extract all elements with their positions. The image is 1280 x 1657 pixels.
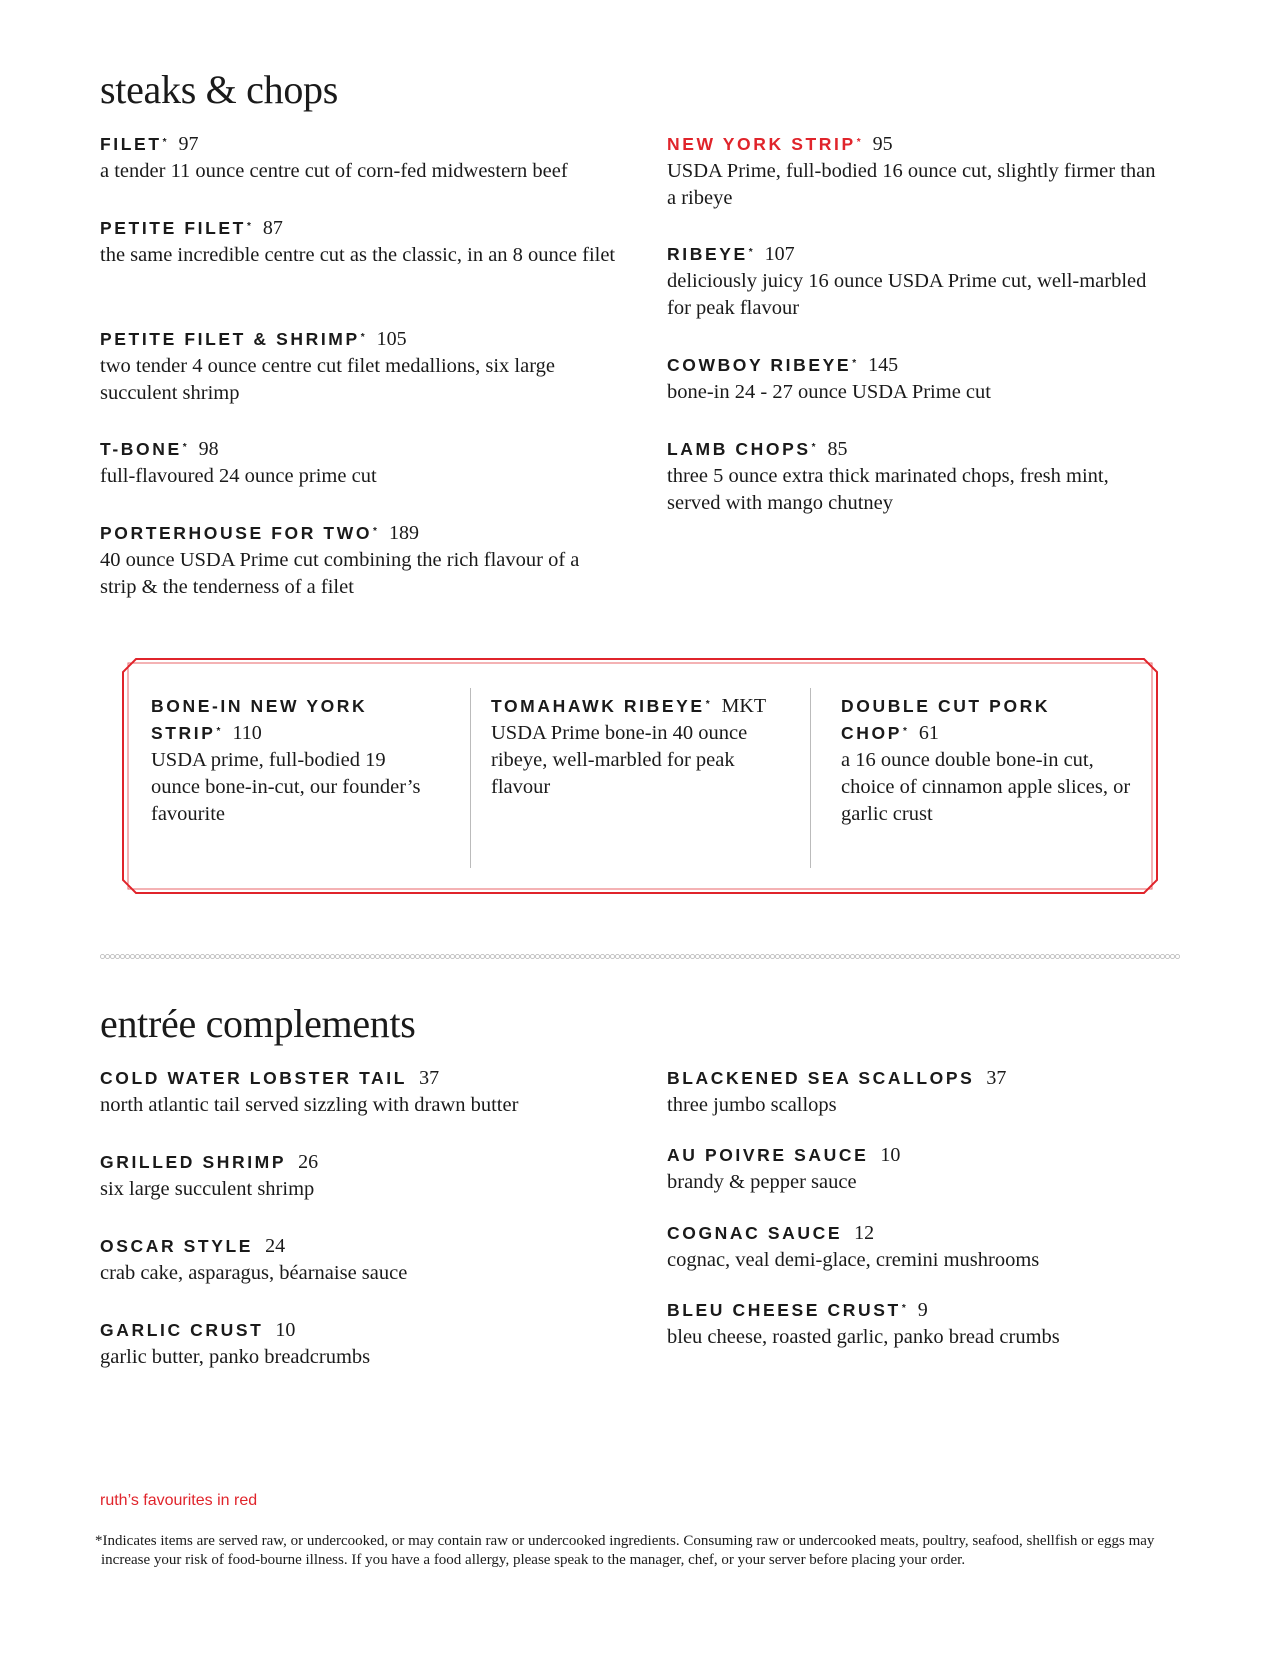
raw-indicator: * bbox=[748, 247, 753, 258]
raw-indicator: * bbox=[856, 137, 861, 148]
item-name-text: FILET bbox=[100, 134, 162, 154]
menu-item bbox=[841, 693, 1141, 828]
menu-item bbox=[667, 241, 1167, 322]
item-name-text: OSCAR STYLE bbox=[100, 1236, 254, 1256]
item-price: MKT bbox=[721, 695, 767, 717]
raw-indicator: * bbox=[246, 221, 251, 232]
item-price: 10 bbox=[880, 1144, 901, 1166]
menu-item bbox=[491, 693, 781, 801]
featured-separator bbox=[810, 688, 811, 868]
menu-item bbox=[100, 1065, 660, 1119]
item-price: 37 bbox=[419, 1067, 440, 1089]
menu-item bbox=[100, 131, 620, 185]
item-name bbox=[100, 520, 620, 547]
item-description: bleu cheese, roasted garlic, panko bread crumbs bbox=[667, 1326, 1060, 1348]
item-price: 105 bbox=[376, 328, 407, 350]
item-name-text: NEW YORK STRIP bbox=[667, 134, 856, 154]
section-title-complements: entrée complements bbox=[100, 1001, 416, 1046]
item-name-text: LAMB CHOPS bbox=[667, 439, 811, 459]
item-description: 40 ounce USDA Prime cut combining the rich flavour of a strip & the tenderness of a filet bbox=[100, 549, 580, 598]
item-price: 189 bbox=[388, 522, 419, 544]
item-price: 95 bbox=[872, 133, 893, 155]
item-description: cognac, veal demi-glace, cremini mushrooms bbox=[667, 1249, 1040, 1271]
menu-item bbox=[667, 1220, 1187, 1274]
item-description: brandy & pepper sauce bbox=[667, 1171, 857, 1193]
item-name bbox=[667, 1220, 1187, 1247]
item-price: 37 bbox=[986, 1067, 1007, 1089]
raw-indicator: * bbox=[360, 332, 365, 343]
disclaimer: *Indicates items are served raw, or undercooked, or may contain raw or undercooked ingredients. Consuming raw or undercooked meats, poultry, seafood, shellfish or eggs may increase your risk of food-bourne illness. If you have a food allergy, please speak to the manager, chef, or your server before placing your order. bbox=[95, 1533, 1155, 1568]
item-name-text: COLD WATER LOBSTER TAIL bbox=[100, 1068, 408, 1088]
item-description: USDA prime, full-bodied 19 ounce bone-in-cut, our founder’s favourite bbox=[151, 749, 421, 825]
menu-item bbox=[151, 693, 421, 828]
item-price: 85 bbox=[827, 438, 848, 460]
item-description: a 16 ounce double bone-in cut, choice of cinnamon apple slices, or garlic crust bbox=[841, 749, 1131, 825]
item-description: bone-in 24 - 27 ounce USDA Prime cut bbox=[667, 381, 991, 403]
item-name-text: PETITE FILET bbox=[100, 218, 246, 238]
item-description: a tender 11 ounce centre cut of corn-fed midwestern beef bbox=[100, 160, 568, 182]
item-name-text: AU POIVRE SAUCE bbox=[667, 1145, 869, 1165]
item-price: 10 bbox=[275, 1319, 296, 1341]
raw-indicator: * bbox=[216, 726, 221, 737]
menu-item bbox=[100, 215, 620, 269]
featured-separator bbox=[470, 688, 471, 868]
item-name-text: PETITE FILET & SHRIMP bbox=[100, 329, 360, 349]
item-price: 12 bbox=[854, 1222, 875, 1244]
menu-item bbox=[667, 1065, 1187, 1119]
item-price: 9 bbox=[917, 1299, 928, 1321]
item-name-text: RIBEYE bbox=[667, 244, 748, 264]
menu-item bbox=[667, 436, 1167, 517]
menu-item bbox=[100, 1317, 660, 1371]
item-price: 26 bbox=[298, 1151, 319, 1173]
item-name bbox=[100, 1149, 660, 1176]
item-description: three jumbo scallops bbox=[667, 1094, 837, 1116]
raw-indicator: * bbox=[373, 526, 377, 537]
item-name bbox=[100, 436, 620, 463]
item-description: north atlantic tail served sizzling with drawn butter bbox=[100, 1094, 519, 1116]
item-name-text: BLEU CHEESE CRUST bbox=[667, 1300, 901, 1320]
raw-indicator: * bbox=[705, 699, 710, 710]
menu-item bbox=[667, 1142, 1187, 1196]
item-name bbox=[100, 1233, 660, 1260]
item-description: two tender 4 ounce centre cut filet medallions, six large succulent shrimp bbox=[100, 355, 556, 404]
item-name bbox=[667, 131, 1167, 158]
item-name bbox=[100, 215, 620, 242]
menu-item bbox=[100, 1233, 660, 1287]
item-description: USDA Prime, full-bodied 16 ounce cut, slightly firmer than a ribeye bbox=[667, 160, 1156, 209]
item-name-text: COWBOY RIBEYE bbox=[667, 355, 852, 375]
item-price: 98 bbox=[198, 438, 219, 460]
item-name-text: BLACKENED SEA SCALLOPS bbox=[667, 1068, 975, 1088]
item-price: 24 bbox=[265, 1235, 286, 1257]
menu-item bbox=[667, 1297, 1187, 1351]
item-name bbox=[667, 241, 1167, 268]
item-name-text: DOUBLE CUT PORK CHOP bbox=[841, 696, 1051, 743]
raw-indicator: * bbox=[162, 137, 167, 148]
favourites-note: ruth’s favourites in red bbox=[100, 1492, 258, 1509]
item-price: 145 bbox=[868, 354, 899, 376]
item-name-text: T-BONE bbox=[100, 439, 182, 459]
raw-indicator: * bbox=[901, 1303, 906, 1314]
section-divider bbox=[100, 953, 1180, 960]
item-price: 87 bbox=[262, 217, 283, 239]
item-price: 97 bbox=[178, 133, 199, 155]
item-name bbox=[100, 131, 620, 158]
menu-item bbox=[100, 1149, 660, 1203]
item-description: garlic butter, panko breadcrumbs bbox=[100, 1346, 371, 1368]
item-description: deliciously juicy 16 ounce USDA Prime cut, well-marbled for peak flavour bbox=[667, 270, 1147, 319]
item-name-text: PORTERHOUSE FOR TWO bbox=[100, 523, 373, 543]
item-price: 110 bbox=[232, 722, 262, 744]
raw-indicator: * bbox=[182, 442, 187, 453]
raw-indicator: * bbox=[902, 726, 907, 737]
item-description: USDA Prime bone-in 40 ounce ribeye, well-marbled for peak flavour bbox=[491, 722, 748, 798]
item-name bbox=[491, 693, 781, 720]
item-description: three 5 ounce extra thick marinated chops, fresh mint, served with mango chutney bbox=[667, 465, 1109, 514]
item-name-text: TOMAHAWK RIBEYE bbox=[491, 696, 705, 716]
item-name bbox=[100, 1065, 660, 1092]
item-name bbox=[667, 436, 1167, 463]
item-name bbox=[667, 352, 1167, 379]
item-name bbox=[667, 1065, 1187, 1092]
item-name bbox=[100, 326, 620, 353]
item-name bbox=[151, 693, 421, 747]
menu-item bbox=[100, 326, 620, 407]
raw-indicator: * bbox=[852, 358, 857, 369]
menu-item bbox=[667, 352, 1167, 406]
section-title-steaks: steaks & chops bbox=[100, 67, 338, 112]
item-name bbox=[841, 693, 1141, 747]
item-name-text: COGNAC SAUCE bbox=[667, 1223, 843, 1243]
item-name bbox=[667, 1297, 1187, 1324]
item-name-text: BONE-IN NEW YORK STRIP bbox=[151, 696, 368, 743]
menu-item bbox=[100, 520, 620, 601]
menu-item bbox=[100, 436, 620, 490]
item-name bbox=[100, 1317, 660, 1344]
item-name-text: GRILLED SHRIMP bbox=[100, 1152, 287, 1172]
item-description: full-flavoured 24 ounce prime cut bbox=[100, 465, 377, 487]
item-price: 61 bbox=[918, 722, 939, 744]
item-price: 107 bbox=[764, 243, 795, 265]
menu-item bbox=[667, 131, 1167, 212]
item-description: the same incredible centre cut as the classic, in an 8 ounce filet bbox=[100, 244, 616, 266]
item-name bbox=[667, 1142, 1187, 1169]
item-name-text: GARLIC CRUST bbox=[100, 1320, 264, 1340]
raw-indicator: * bbox=[811, 442, 816, 453]
item-description: crab cake, asparagus, béarnaise sauce bbox=[100, 1262, 408, 1284]
item-description: six large succulent shrimp bbox=[100, 1178, 315, 1200]
